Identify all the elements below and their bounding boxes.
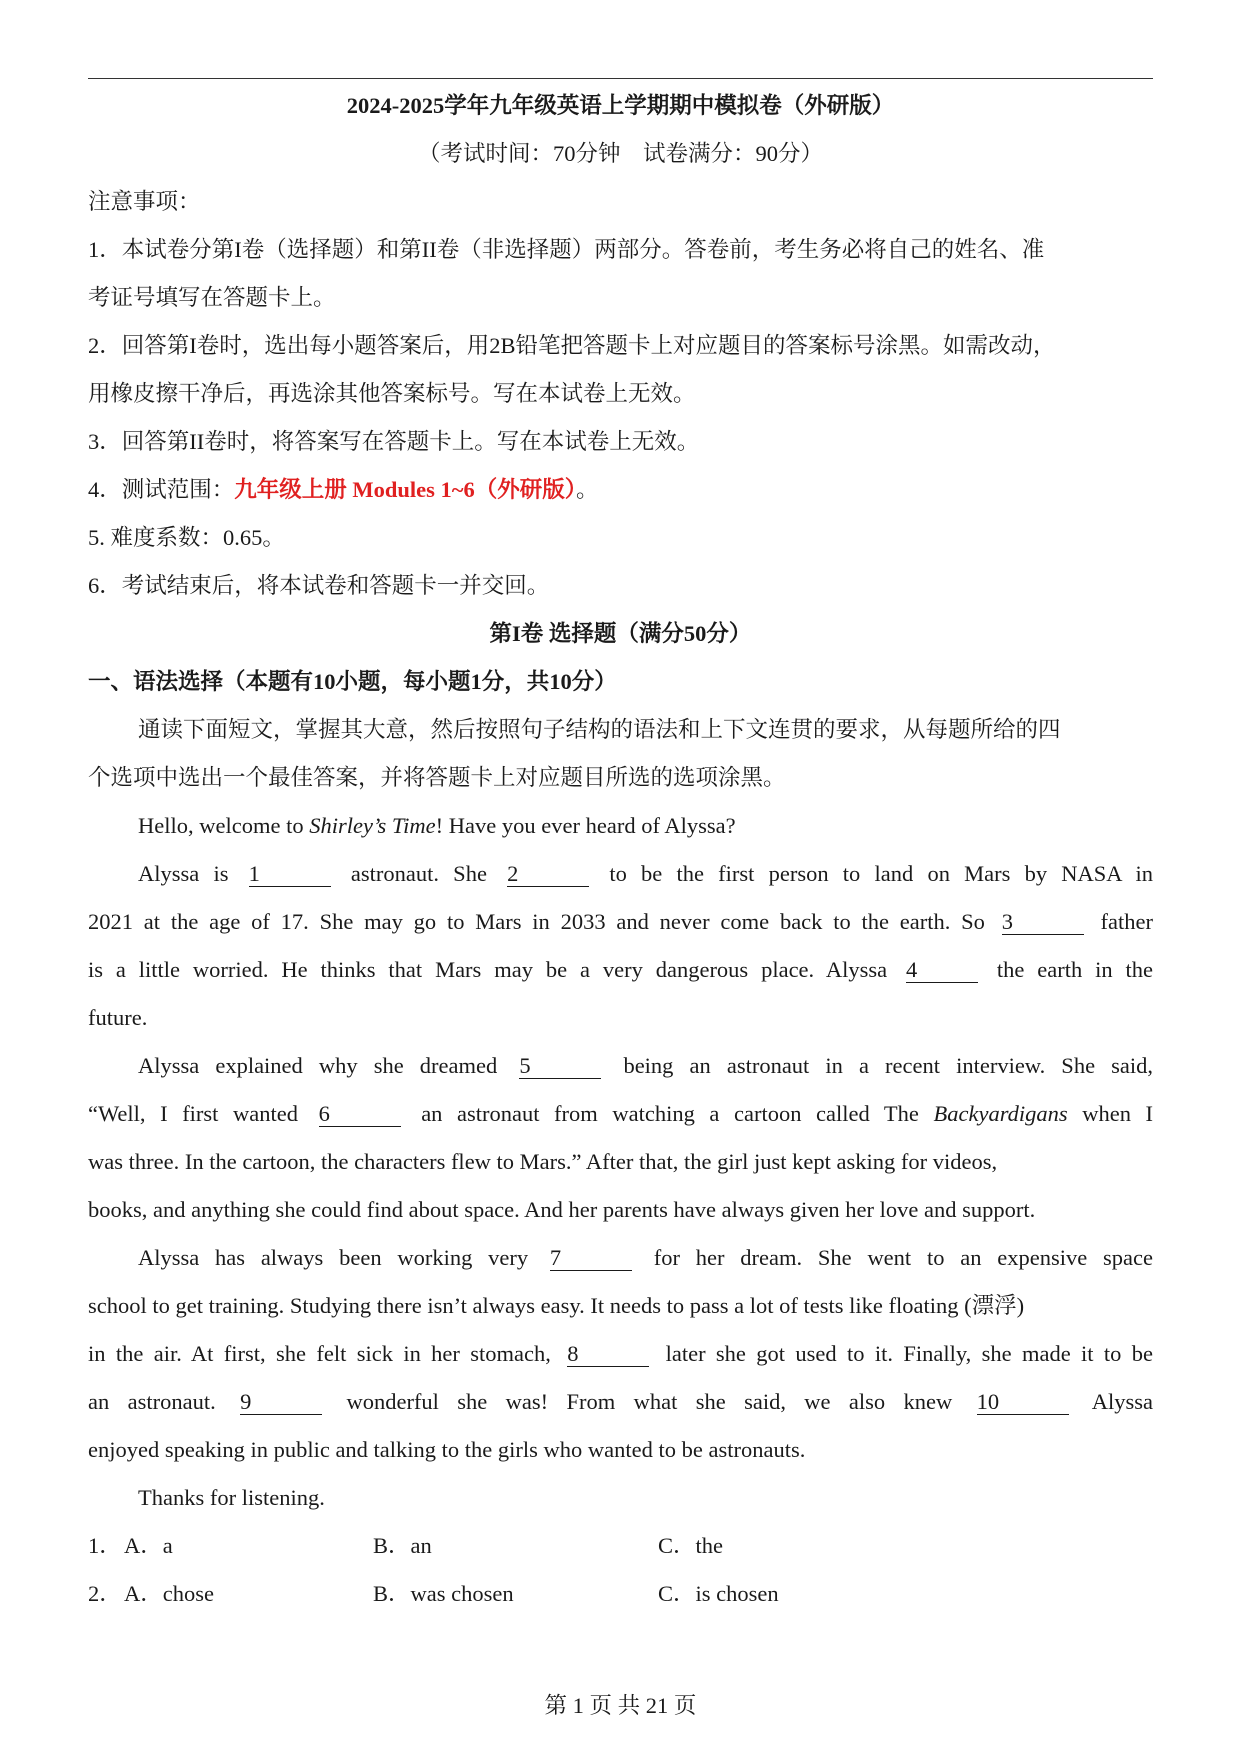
header-rule — [88, 78, 1153, 79]
exam-subtitle: （考试时间：70分钟 试卷满分：90分） — [417, 141, 823, 166]
passage-text: being an astronaut in a recent interview. She said, — [623, 1053, 1154, 1078]
program-name: Shirley’s Time — [309, 813, 436, 838]
blank-10: 10 — [977, 1390, 1069, 1415]
passage-line-4 — [88, 956, 1153, 983]
passage-line-12 — [88, 1340, 1153, 1367]
passage-text: when I — [1067, 1101, 1154, 1126]
blank-2: 2 — [507, 862, 589, 887]
passage-line-11: school to get training. Studying there isn’t always easy. It needs to pass a lot of tests like floating (漂浮) — [88, 1293, 1025, 1318]
question-1-option-c: C．the — [658, 1533, 723, 1558]
passage-text: an astronaut. — [88, 1389, 216, 1414]
instructions-line-2: 个选项中选出一个最佳答案，并将答题卡上对应题目所选的选项涂黑。 — [88, 765, 786, 790]
question-2-option-b: B．was chosen — [373, 1581, 514, 1606]
passage-text: is a little worried. He thinks that Mars may be a very dangerous place. Alyssa — [88, 957, 888, 982]
passage-text: astronaut. She — [350, 861, 487, 886]
note-item-1b: 考证号填写在答题卡上。 — [88, 285, 336, 310]
blank-1: 1 — [249, 862, 331, 887]
passage-line-5: future. — [88, 1005, 148, 1030]
passage-line-8: was three. In the cartoon, the characters flew to Mars.” After that, the girl just kept asking for videos, — [88, 1149, 998, 1174]
page-number: 第 1 页 共 21 页 — [544, 1693, 697, 1718]
part1-title: 一、语法选择（本题有10小题，每小题1分，共10分） — [88, 669, 617, 694]
instructions-line-1: 通读下面短文，掌握其大意，然后按照句子结构的语法和上下文连贯的要求，从每题所给的四 — [138, 717, 1061, 742]
passage-text: an astronaut from watching a cartoon called The — [421, 1101, 934, 1126]
passage-line-3 — [88, 908, 1153, 935]
passage-line-6 — [88, 1052, 1153, 1079]
passage-text: to be the first person to land on Mars by NASA in — [609, 861, 1154, 886]
question-1-option-b: B．an — [373, 1533, 432, 1558]
passage-text: in the air. At first, she felt sick in her stomach, — [88, 1341, 551, 1366]
passage-text: Alyssa — [1091, 1389, 1154, 1414]
blank-3: 3 — [1002, 910, 1084, 935]
blank-6: 6 — [319, 1102, 401, 1127]
passage-text: later she got used to it. Finally, she made it to be — [665, 1341, 1153, 1366]
test-range: 九年级上册 Modules 1~6（外研版） — [234, 477, 576, 502]
passage-line-13 — [88, 1388, 1153, 1415]
section-title: 第I卷 选择题（满分50分） — [489, 621, 752, 646]
blank-9: 9 — [240, 1390, 322, 1415]
passage-text: Alyssa explained why she dreamed — [138, 1053, 498, 1078]
passage-line-15: Thanks for listening. — [138, 1485, 325, 1510]
note-item-4-prefix: 4．测试范围： — [88, 477, 235, 502]
note-item-2b: 用橡皮擦干净后，再选涂其他答案标号。写在本试卷上无效。 — [88, 381, 696, 406]
question-1-number: 1． — [88, 1533, 122, 1558]
question-1-option-a: A．a — [124, 1533, 173, 1558]
note-item-4 — [88, 476, 1153, 503]
passage-line-7 — [88, 1100, 1153, 1127]
notes-heading: 注意事项： — [88, 189, 201, 214]
cartoon-name: Backyardigans — [933, 1101, 1068, 1126]
passage-text: for her dream. She went to an expensive space — [653, 1245, 1154, 1270]
passage-line-10 — [88, 1244, 1153, 1271]
passage-line-1 — [88, 812, 1153, 839]
passage-text: 2021 at the age of 17. She may go to Mars in 2033 and never come back to the earth. So — [88, 909, 985, 934]
exam-title: 2024-2025学年九年级英语上学期期中模拟卷（外研版） — [346, 93, 895, 118]
passage-text: Hello, welcome to — [138, 813, 310, 838]
question-2-number: 2． — [88, 1581, 122, 1606]
passage-line-14: enjoyed speaking in public and talking to the girls who wanted to be astronauts. — [88, 1437, 806, 1462]
note-item-4-suffix: 。 — [575, 477, 599, 502]
blank-5: 5 — [519, 1054, 601, 1079]
question-2-option-a: A．chose — [124, 1581, 214, 1606]
blank-8: 8 — [567, 1342, 649, 1367]
passage-text: father — [1100, 909, 1153, 934]
passage-text: ! Have you ever heard of Alyssa? — [435, 813, 736, 838]
passage-line-2 — [88, 860, 1153, 887]
passage-text: wonderful she was! From what she said, we also knew — [346, 1389, 953, 1414]
note-item-5: 5. 难度系数：0.65。 — [88, 525, 285, 550]
passage-text: “Well, I first wanted — [88, 1101, 298, 1126]
passage-line-9: books, and anything she could find about space. And her parents have always given her love and support. — [88, 1197, 1036, 1222]
passage-text: Alyssa has always been working very — [138, 1245, 529, 1270]
blank-7: 7 — [550, 1246, 632, 1271]
note-item-6: 6．考试结束后，将本试卷和答题卡一并交回。 — [88, 573, 550, 598]
note-item-3: 3．回答第II卷时，将答案写在答题卡上。写在本试卷上无效。 — [88, 429, 700, 454]
question-2-option-c: C．is chosen — [658, 1581, 779, 1606]
note-item-2a: 2．回答第I卷时，选出每小题答案后，用2B铅笔把答题卡上对应题目的答案标号涂黑。如需改动， — [88, 333, 1056, 358]
passage-text: Alyssa is — [138, 861, 229, 886]
passage-text: the earth in the — [996, 957, 1154, 982]
note-item-1a: 1．本试卷分第I卷（选择题）和第II卷（非选择题）两部分。答卷前，考生务必将自己的姓名、准 — [88, 237, 1045, 262]
blank-4: 4 — [906, 958, 978, 983]
